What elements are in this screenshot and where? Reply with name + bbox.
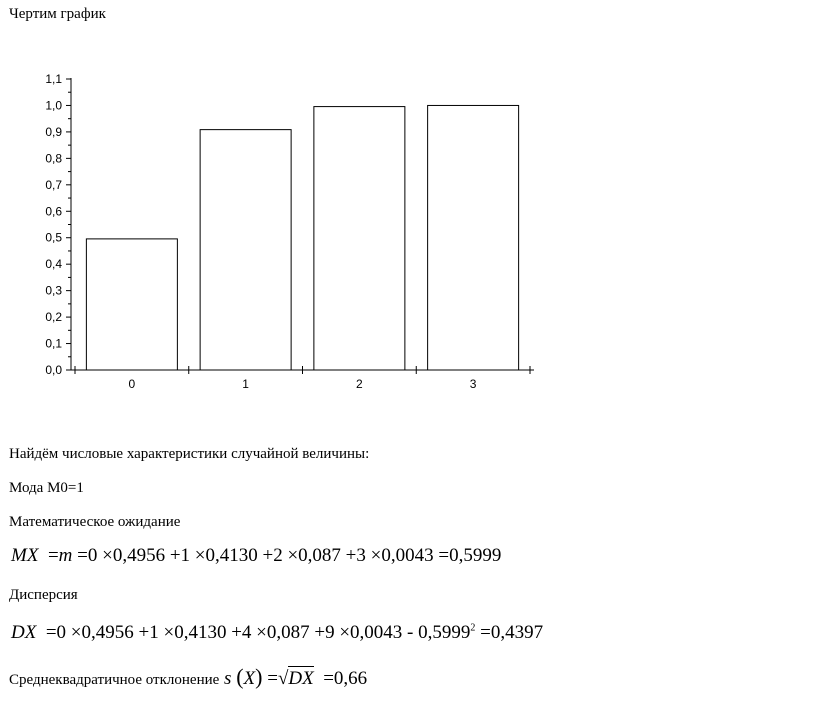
y-axis xyxy=(45,72,71,377)
y-tick-label: 1,0 xyxy=(45,98,62,113)
y-tick-label: 0,0 xyxy=(45,363,62,377)
dispersion-expr: 0 ×0,4956 +1 ×0,4130 +4 ×0,087 +9 ×0,0043 - 0,5999 xyxy=(56,622,471,643)
x-tick-label: 1 xyxy=(242,377,249,391)
expectation-formula: MX =m =0 ×0,4956 +1 ×0,4130 +2 ×0,087 +3 ×0,0043 =0,5999 xyxy=(11,545,502,566)
stddev-radicand: DX xyxy=(288,668,314,689)
expectation-lhs: MX xyxy=(11,545,39,566)
bar-3 xyxy=(428,105,519,370)
y-tick-label: 0,9 xyxy=(45,124,62,139)
y-tick-label: 0,1 xyxy=(45,336,62,351)
expectation-m: m xyxy=(58,545,73,566)
y-tick-label: 0,6 xyxy=(45,204,62,219)
stddev-formula: Среднеквадратичное отклонение s (X) =√DX =0,66 xyxy=(9,664,368,689)
bar-2 xyxy=(314,107,405,370)
stddev-x: X xyxy=(243,668,256,689)
stddev-sigma: s xyxy=(224,668,232,689)
dispersion-lhs: DX xyxy=(11,622,37,643)
dispersion-label: Дисперсия xyxy=(9,587,78,603)
bars xyxy=(86,105,518,370)
x-tick-label: 3 xyxy=(469,377,477,391)
bar-chart xyxy=(0,60,560,400)
bar-1 xyxy=(200,130,291,370)
expectation-label: Математическое ожидание xyxy=(9,514,181,530)
y-tick-label: 0,8 xyxy=(45,151,62,166)
expectation-expr: 0 ×0,4956 +1 ×0,4130 +2 ×0,087 +3 ×0,0043 =0,5999 xyxy=(87,545,502,566)
section-intro: Найдём числовые характеристики случайной величины: xyxy=(9,446,370,462)
x-tick-label: 0 xyxy=(128,377,136,391)
heading: Чертим график xyxy=(9,6,106,22)
y-tick-label: 0,7 xyxy=(45,177,62,192)
left-paren-icon: ( xyxy=(236,664,244,689)
dispersion-exponent: 2 xyxy=(470,622,476,634)
y-tick-label: 0,4 xyxy=(45,257,62,272)
sqrt-icon: √ xyxy=(277,668,289,689)
mode-line: Мода M0=1 xyxy=(9,480,84,496)
dispersion-result: =0,4397 xyxy=(480,622,544,643)
x-tick-label: 2 xyxy=(356,377,363,391)
dispersion-formula: DX =0 ×0,4956 +1 ×0,4130 +4 ×0,087 +9 ×0,0043 - 0,5999$^2$ =0,4397 xyxy=(11,622,544,643)
y-tick-label: 0,3 xyxy=(45,283,62,298)
y-tick-label: 1,1 xyxy=(45,72,62,86)
stddev-result: =0,66 xyxy=(323,668,368,689)
stddev-label: Среднеквадратичное отклонение xyxy=(9,672,220,688)
right-paren-icon: ) xyxy=(255,664,263,689)
y-tick-label: 0,5 xyxy=(45,230,62,245)
y-tick-label: 0,2 xyxy=(45,310,62,325)
bar-0 xyxy=(86,239,177,370)
